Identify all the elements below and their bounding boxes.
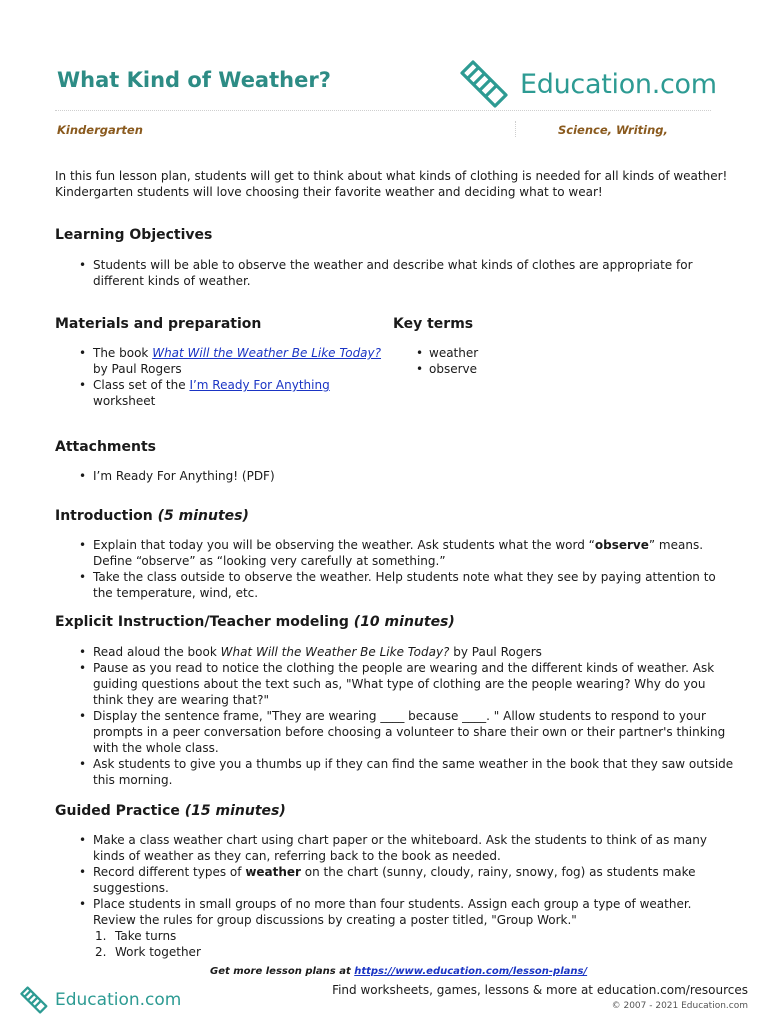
lesson-plans-link[interactable]: https://www.education.com/lesson-plans/: [354, 966, 588, 977]
header-divider: [55, 110, 711, 111]
key-terms-heading: Key terms: [393, 316, 474, 332]
education-logo[interactable]: [456, 56, 717, 112]
group-rules-list: [95, 928, 745, 960]
materials-heading: Materials and preparation: [55, 316, 262, 332]
list-item: • Students will be able to observe the weather and describe what kinds of clothes are appropriate for different kinds of weather.: [55, 257, 735, 289]
list-item: • Record different types of weather on the chart (sunny, cloudy, rainy, snowy, fog) as students make suggestions.: [55, 864, 745, 896]
list-item: • Class set of the I’m Ready For Anything worksheet: [55, 377, 395, 409]
list-item: • weather: [393, 345, 693, 361]
list-item: • Place students in small groups of no more than four students. Assign each group a type of weather. Review the rules for group discussions by creating a poster titled, "Group Work." 1. Take turns 2. Work together: [55, 896, 745, 960]
list-item: • The book What Will the Weather Be Like Today? by Paul Rogers: [55, 345, 395, 377]
list-item: • Display the sentence frame, "They are wearing ____ because ____. " Allow students to respond to your prompts in a peer conversation before choosing a volunteer to share their own or their partner's thinking with the whole class.: [55, 708, 745, 756]
book-link[interactable]: What Will the Weather Be Like Today?: [152, 346, 382, 360]
footer-find-text: Find worksheets, games, lessons & more at education.com/resources: [332, 983, 748, 997]
guided-practice-list: [55, 832, 745, 960]
subjects-label: Science, Writing,: [558, 123, 668, 137]
learning-objectives-list: [55, 257, 735, 289]
list-item: • Read aloud the book What Will the Weather Be Like Today? by Paul Rogers: [55, 644, 745, 660]
introduction-list: [55, 537, 745, 601]
pencil-logo-icon: [456, 56, 516, 112]
list-item: • Make a class weather chart using chart paper or the whiteboard. Ask the students to think of as many kinds of weather as they can, referring back to the book as needed.: [55, 832, 745, 864]
list-item: 2. Work together: [95, 945, 201, 959]
list-item: 1. Take turns: [95, 929, 177, 943]
list-item: • Pause as you read to notice the clothing the people are wearing and the different kinds of weather. Ask guiding questions about the text such as, "What type of clothing are the people wearing? Why do you think they are wearing that?": [55, 660, 745, 708]
attachments-list: [55, 468, 735, 484]
grade-label: Kindergarten: [57, 123, 143, 137]
materials-list: [55, 345, 395, 409]
key-terms-list: [393, 345, 693, 377]
list-item: • Ask students to give you a thumbs up if they can find the same weather in the book that they saw outside this morning.: [55, 756, 745, 788]
page-title: What Kind of Weather?: [57, 68, 331, 92]
learning-objectives-heading: Learning Objectives: [55, 227, 213, 243]
footer-copyright: © 2007 - 2021 Education.com: [611, 1001, 748, 1011]
guided-practice-heading: Guided Practice (15 minutes): [55, 803, 286, 819]
attachments-heading: Attachments: [55, 439, 157, 455]
introduction-heading: Introduction (5 minutes): [55, 508, 249, 524]
explicit-instruction-heading: Explicit Instruction/Teacher modeling (10 minutes): [55, 614, 455, 630]
list-item: • observe: [393, 361, 693, 377]
footer-logo-wordmark: Education.com: [55, 990, 182, 1010]
header-separator: [515, 121, 516, 137]
footer-more-lesson-plans: Get more lesson plans at https://www.education.com/lesson-plans/: [210, 966, 588, 977]
list-item: • Explain that today you will be observing the weather. Ask students what the word “observe” means. Define “observe” as “looking very carefully at something.”: [55, 537, 745, 569]
logo-wordmark: Education.com: [520, 68, 717, 100]
pencil-logo-icon: [18, 984, 52, 1016]
list-item: • I’m Ready For Anything! (PDF): [55, 468, 735, 484]
worksheet-link[interactable]: I’m Ready For Anything: [189, 378, 330, 392]
intro-paragraph: In this fun lesson plan, students will get to think about what kinds of clothing is needed for all kinds of weather! Kindergarten students will love choosing their favorite weather and deciding what to wear!: [55, 169, 728, 199]
footer-logo[interactable]: [18, 984, 181, 1016]
explicit-instruction-list: [55, 644, 745, 788]
list-item: • Take the class outside to observe the weather. Help students note what they see by paying attention to the temperature, wind, etc.: [55, 569, 745, 601]
